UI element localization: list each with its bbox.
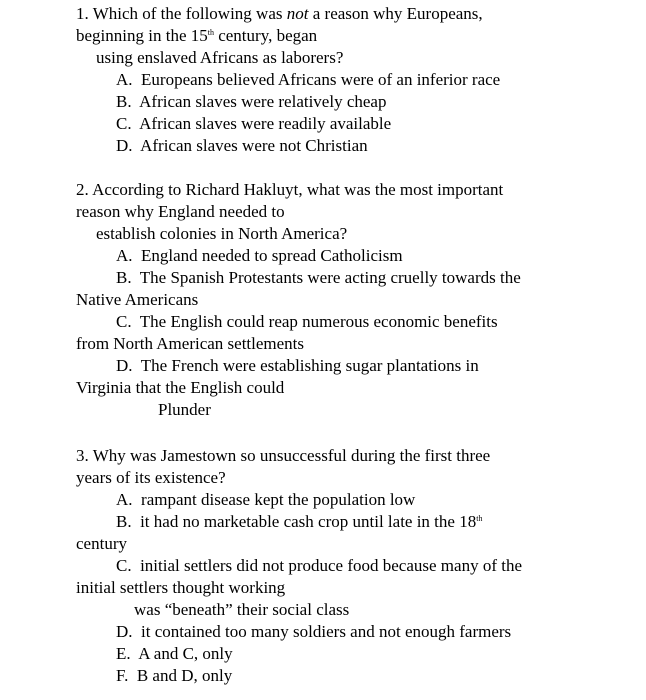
- q1-option-c: C. African slaves were readily available: [116, 114, 392, 133]
- q3-option-d: D. it contained too many soldiers and not enough farmers: [116, 622, 512, 641]
- q3-option-c-cont: initial settlers thought working: [76, 578, 286, 597]
- q3-option-c: C. initial settlers did not produce food because many of the: [116, 556, 523, 575]
- q3-option-f: F. B and D, only: [116, 666, 233, 685]
- q2-stem-line-2: reason why England needed to: [76, 202, 285, 221]
- q2-option-c: C. The English could reap numerous economic benefits: [116, 312, 498, 331]
- q3-stem-line-1: 3. Why was Jamestown so unsuccessful during the first three: [76, 446, 491, 465]
- q2-option-d-cont: Virginia that the English could: [76, 378, 285, 397]
- q1-stem-line-1: 1. Which of the following was not a reason why Europeans,: [76, 4, 483, 23]
- q3-option-a: A. rampant disease kept the population low: [116, 490, 416, 509]
- q2-option-b: B. The Spanish Protestants were acting cruelly towards the: [116, 268, 521, 287]
- q2-number: 2.: [76, 180, 89, 199]
- q2-option-b-cont: Native Americans: [76, 290, 199, 309]
- q1-option-b: B. African slaves were relatively cheap: [116, 92, 387, 111]
- q2-option-a: A. England needed to spread Catholicism: [116, 246, 403, 265]
- q3-option-b: B. it had no marketable cash crop until late in the 18th: [116, 512, 483, 531]
- q1-option-d: D. African slaves were not Christian: [116, 136, 368, 155]
- q3-option-c-cont-2: was “beneath” their social class: [134, 600, 350, 619]
- q3-stem-line-2: years of its existence?: [76, 468, 226, 487]
- q2-option-c-cont: from North American settlements: [76, 334, 305, 353]
- q1-option-a: A. Europeans believed Africans were of an inferior race: [116, 70, 501, 89]
- q3-option-b-cont: century: [76, 534, 127, 553]
- q1-stem-line-2: beginning in the 15th century, began: [76, 26, 318, 45]
- q3-option-e: E. A and C, only: [116, 644, 233, 663]
- q2-stem-line-1: 2. According to Richard Hakluyt, what was the most important: [76, 180, 504, 199]
- q2-option-d-cont-2: Plunder: [158, 400, 211, 419]
- q1-stem-line-3: using enslaved Africans as laborers?: [96, 48, 344, 67]
- q2-option-d: D. The French were establishing sugar plantations in: [116, 356, 479, 375]
- q1-emphasis-not: not: [286, 4, 309, 23]
- q3-number: 3.: [76, 446, 89, 465]
- q1-number: 1.: [76, 4, 89, 23]
- q2-stem-line-3: establish colonies in North America?: [96, 224, 348, 243]
